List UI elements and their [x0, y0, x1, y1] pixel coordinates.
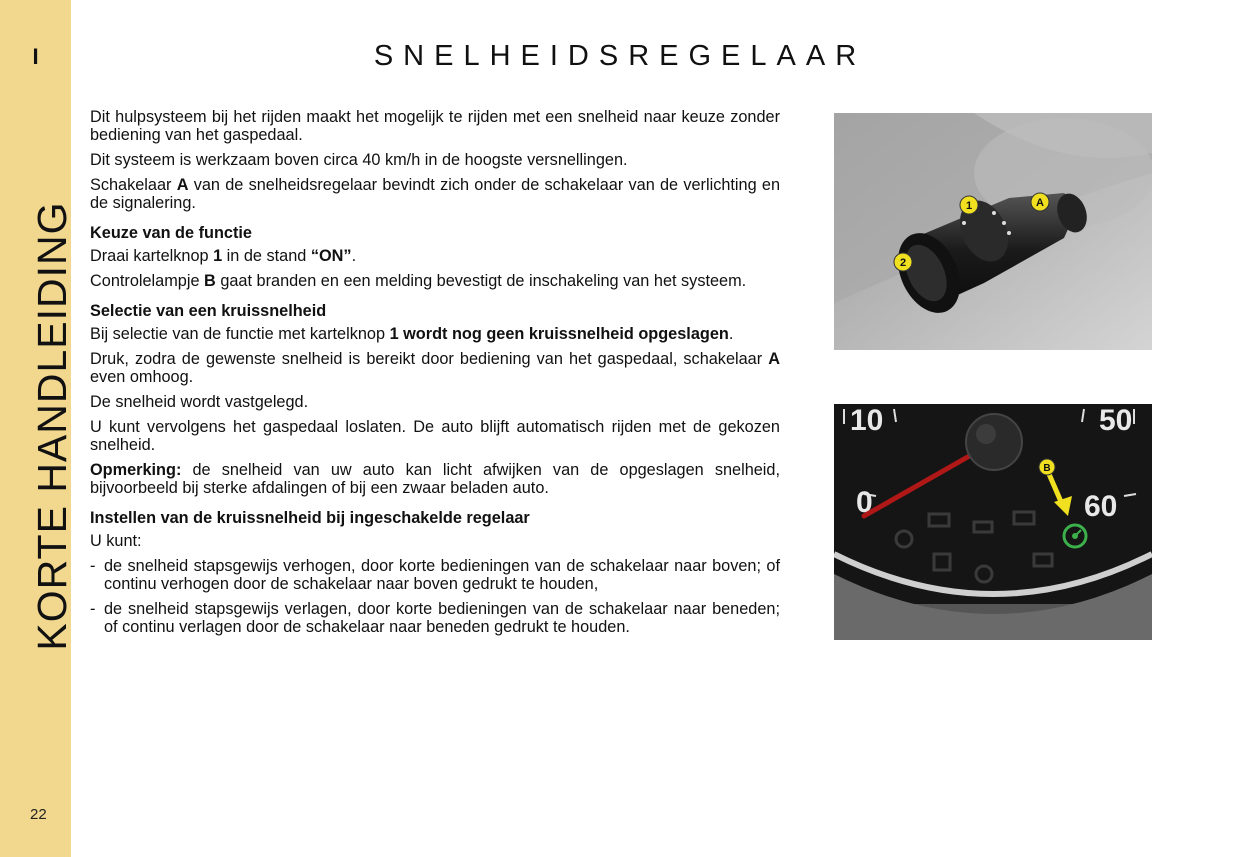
svg-text:A: A — [1036, 197, 1044, 209]
intro-paragraph-1: Dit hulpsysteem bij het rijden maakt het mogelijk te rijden met een snelheid naar keuze zonder bediening van het gaspedaal. — [90, 108, 780, 144]
badge-b-icon — [1039, 459, 1055, 475]
badge-2-icon — [894, 253, 912, 271]
list-item: - de snelheid stapsgewijs verhogen, door korte bedieningen van de schakelaar naar boven; of continu verhogen door de schakelaar naar boven gedrukt te houden, — [90, 557, 780, 593]
list-item: - de snelheid stapsgewijs verlagen, door korte bedieningen van de schakelaar naar beneden; of continu verlagen door de schakelaar naar beneden gedrukt te houden. — [90, 600, 780, 636]
page-number: 22 — [30, 806, 47, 823]
heading-selectie: Selectie van een kruissnelheid — [90, 302, 327, 320]
selectie-paragraph-4: U kunt vervolgens het gaspedaal loslaten. De auto blijft automatisch rijden met de gekozen snelheid. — [90, 418, 780, 454]
intro-paragraph-2: Dit systeem is werkzaam boven circa 40 km/h in de hoogste versnellingen. — [90, 151, 628, 169]
speedometer-photo — [834, 404, 1152, 640]
tick-label: 50 — [1099, 404, 1133, 437]
tick-label: 0 — [856, 486, 873, 519]
tick-label: 10 — [850, 404, 884, 437]
selectie-paragraph-1: Bij selectie van de functie met kartelknop 1 wordt nog geen kruissnelheid opgeslagen. — [90, 325, 734, 343]
keuze-paragraph-2: Controlelampje B gaat branden en een melding bevestigt de inschakeling van het systeem. — [90, 272, 747, 290]
selectie-paragraph-3: De snelheid wordt vastgelegd. — [90, 393, 309, 411]
sidebar — [0, 0, 75, 857]
selectie-paragraph-2: Druk, zodra de gewenste snelheid is bereikt door bediening van het gaspedaal, schakelaar A even omhoog. — [90, 350, 780, 386]
heading-keuze: Keuze van de functie — [90, 224, 252, 242]
vertical-section-title: KORTE HANDLEIDING — [29, 201, 75, 651]
heading-instellen: Instellen van de kruissnelheid bij ingeschakelde regelaar — [90, 509, 530, 527]
switch-photo — [834, 113, 1152, 350]
badge-a-icon — [1031, 193, 1049, 211]
badge-1-icon — [960, 196, 978, 214]
page-title: SNELHEIDSREGELAAR — [373, 40, 867, 72]
intro-paragraph-3: Schakelaar A van de snelheidsregelaar bevindt zich onder de schakelaar van de verlichting en de signalering. — [90, 176, 780, 212]
instellen-intro: U kunt: — [90, 532, 142, 550]
svg-text:1: 1 — [965, 200, 973, 212]
keuze-paragraph-1: Draai kartelknop 1 in de stand “ON”. — [90, 247, 357, 265]
note-paragraph: Opmerking: de snelheid van uw auto kan licht afwijken van de opgeslagen snelheid, bijvoorbeeld bij sterke afdalingen of bij een zwaar beladen auto. — [90, 461, 780, 497]
svg-text:B: B — [1043, 463, 1051, 474]
main-text — [90, 108, 780, 643]
section-mark: I — [32, 44, 39, 69]
svg-text:2: 2 — [899, 257, 907, 269]
tick-label: 60 — [1084, 490, 1118, 523]
